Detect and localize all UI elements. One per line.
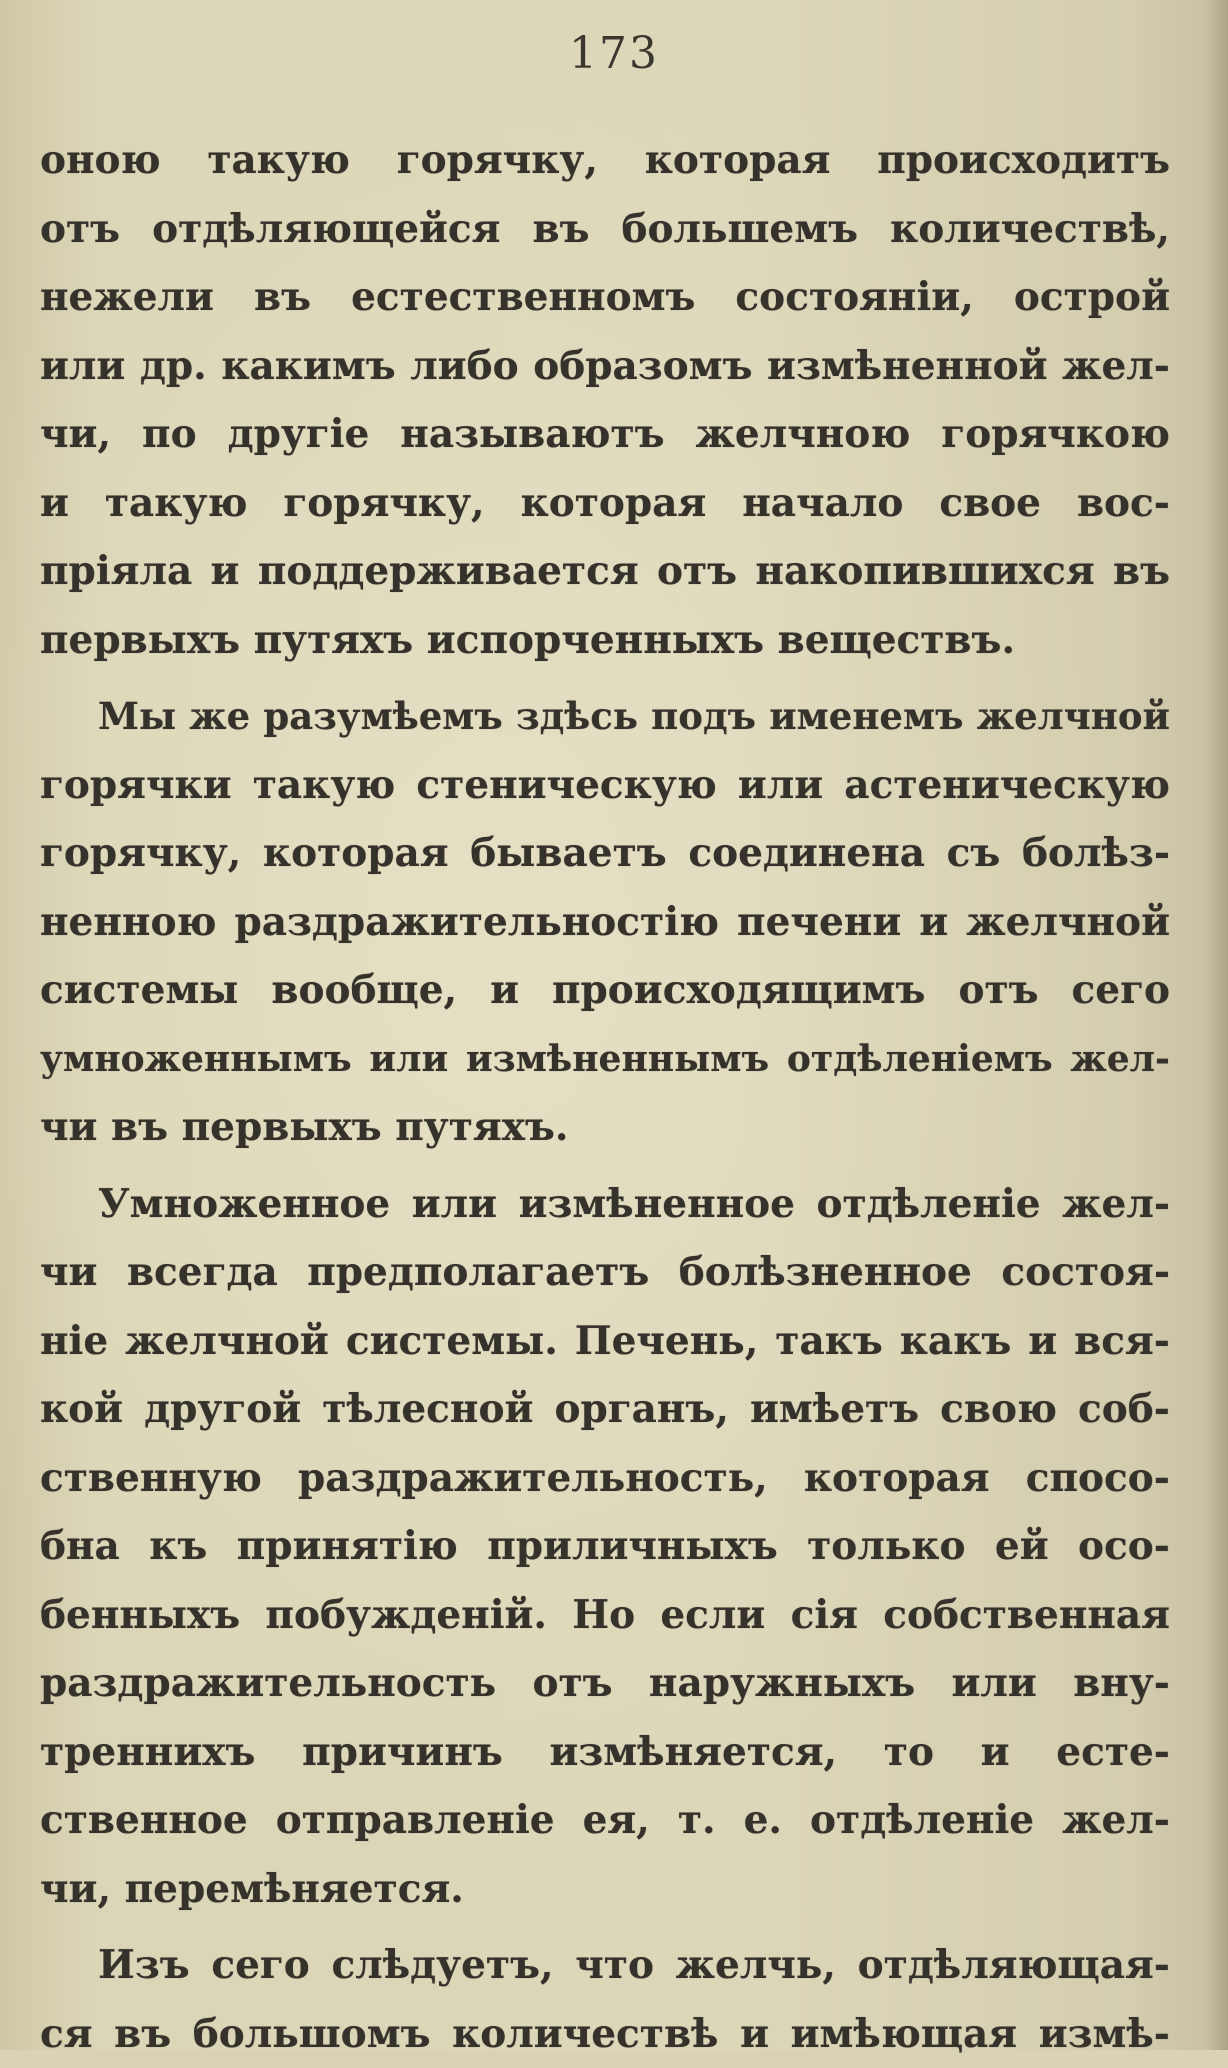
paragraph-4 [40, 1931, 1170, 2068]
text-line: ся въ большомъ количествѣ и имѣющая измѣ- [40, 2000, 1170, 2068]
text-line: Умноженное или измѣненное отдѣленiе жел- [40, 1170, 1170, 1239]
text-line: кой другой тѣлесной органъ, имѣетъ свою соб- [40, 1375, 1170, 1444]
paragraph-2 [40, 682, 1170, 1162]
text-line: чи всегда предполагаетъ болѣзненное состоя- [40, 1238, 1170, 1307]
paragraph-1 [40, 126, 1170, 674]
paragraph-spacer [40, 1162, 1170, 1170]
text-line: чи, перемѣняется. [40, 1855, 1170, 1924]
paragraph-spacer [40, 674, 1170, 682]
text-line: оною такую горячку, которая происходитъ [40, 126, 1170, 195]
text-line: бна къ принятiю приличныхъ только ей осо- [40, 1512, 1170, 1581]
text-line: ственное отправленiе ея, т. е. отдѣленiе жел- [40, 1786, 1170, 1855]
text-line: Изъ сего слѣдуетъ, что желчь, отдѣляющая- [40, 1931, 1170, 2000]
body-text [40, 126, 1170, 2068]
text-line: ненною раздражительностiю печени и желчной [40, 888, 1170, 957]
text-line: первыхъ путяхъ испорченныхъ веществъ. [40, 606, 1170, 675]
text-line: горячку, которая бываетъ соединена съ болѣз- [40, 819, 1170, 888]
text-line: умноженнымъ или измѣненнымъ отдѣленiемъ жел- [40, 1025, 1170, 1094]
paragraph-3 [40, 1170, 1170, 1924]
text-line: отъ отдѣляющейся въ большемъ количествѣ, [40, 195, 1170, 264]
text-line: чи въ первыхъ путяхъ. [40, 1093, 1170, 1162]
paragraph-spacer [40, 1923, 1170, 1931]
text-line: горячки такую стеническую или астеническую [40, 751, 1170, 820]
text-line: Мы же разумѣемъ здѣсь подъ именемъ желчной [40, 682, 1170, 751]
text-line: чи, по другiе называютъ желчною горячкою [40, 400, 1170, 469]
text-line: бенныхъ побужденiй. Но если сiя собственная [40, 1581, 1170, 1650]
text-line: прiяла и поддерживается отъ накопившихся въ [40, 537, 1170, 606]
page-edge-shadow [1206, 0, 1228, 2050]
text-line: нежели въ естественномъ состоянiи, острой [40, 263, 1170, 332]
text-line: нiе желчной системы. Печень, такъ какъ и вся- [40, 1307, 1170, 1376]
text-line: раздражительность отъ наружныхъ или вну- [40, 1649, 1170, 1718]
text-line: системы вообще, и происходящимъ отъ сего [40, 956, 1170, 1025]
text-line: и такую горячку, которая начало свое вос- [40, 469, 1170, 538]
text-line: треннихъ причинъ измѣняется, то и есте- [40, 1718, 1170, 1787]
text-line: или др. какимъ либо образомъ измѣненной жел- [40, 332, 1170, 401]
text-line: ственную раздражительность, которая спосо- [40, 1444, 1170, 1513]
page-number: 173 [0, 28, 1228, 79]
